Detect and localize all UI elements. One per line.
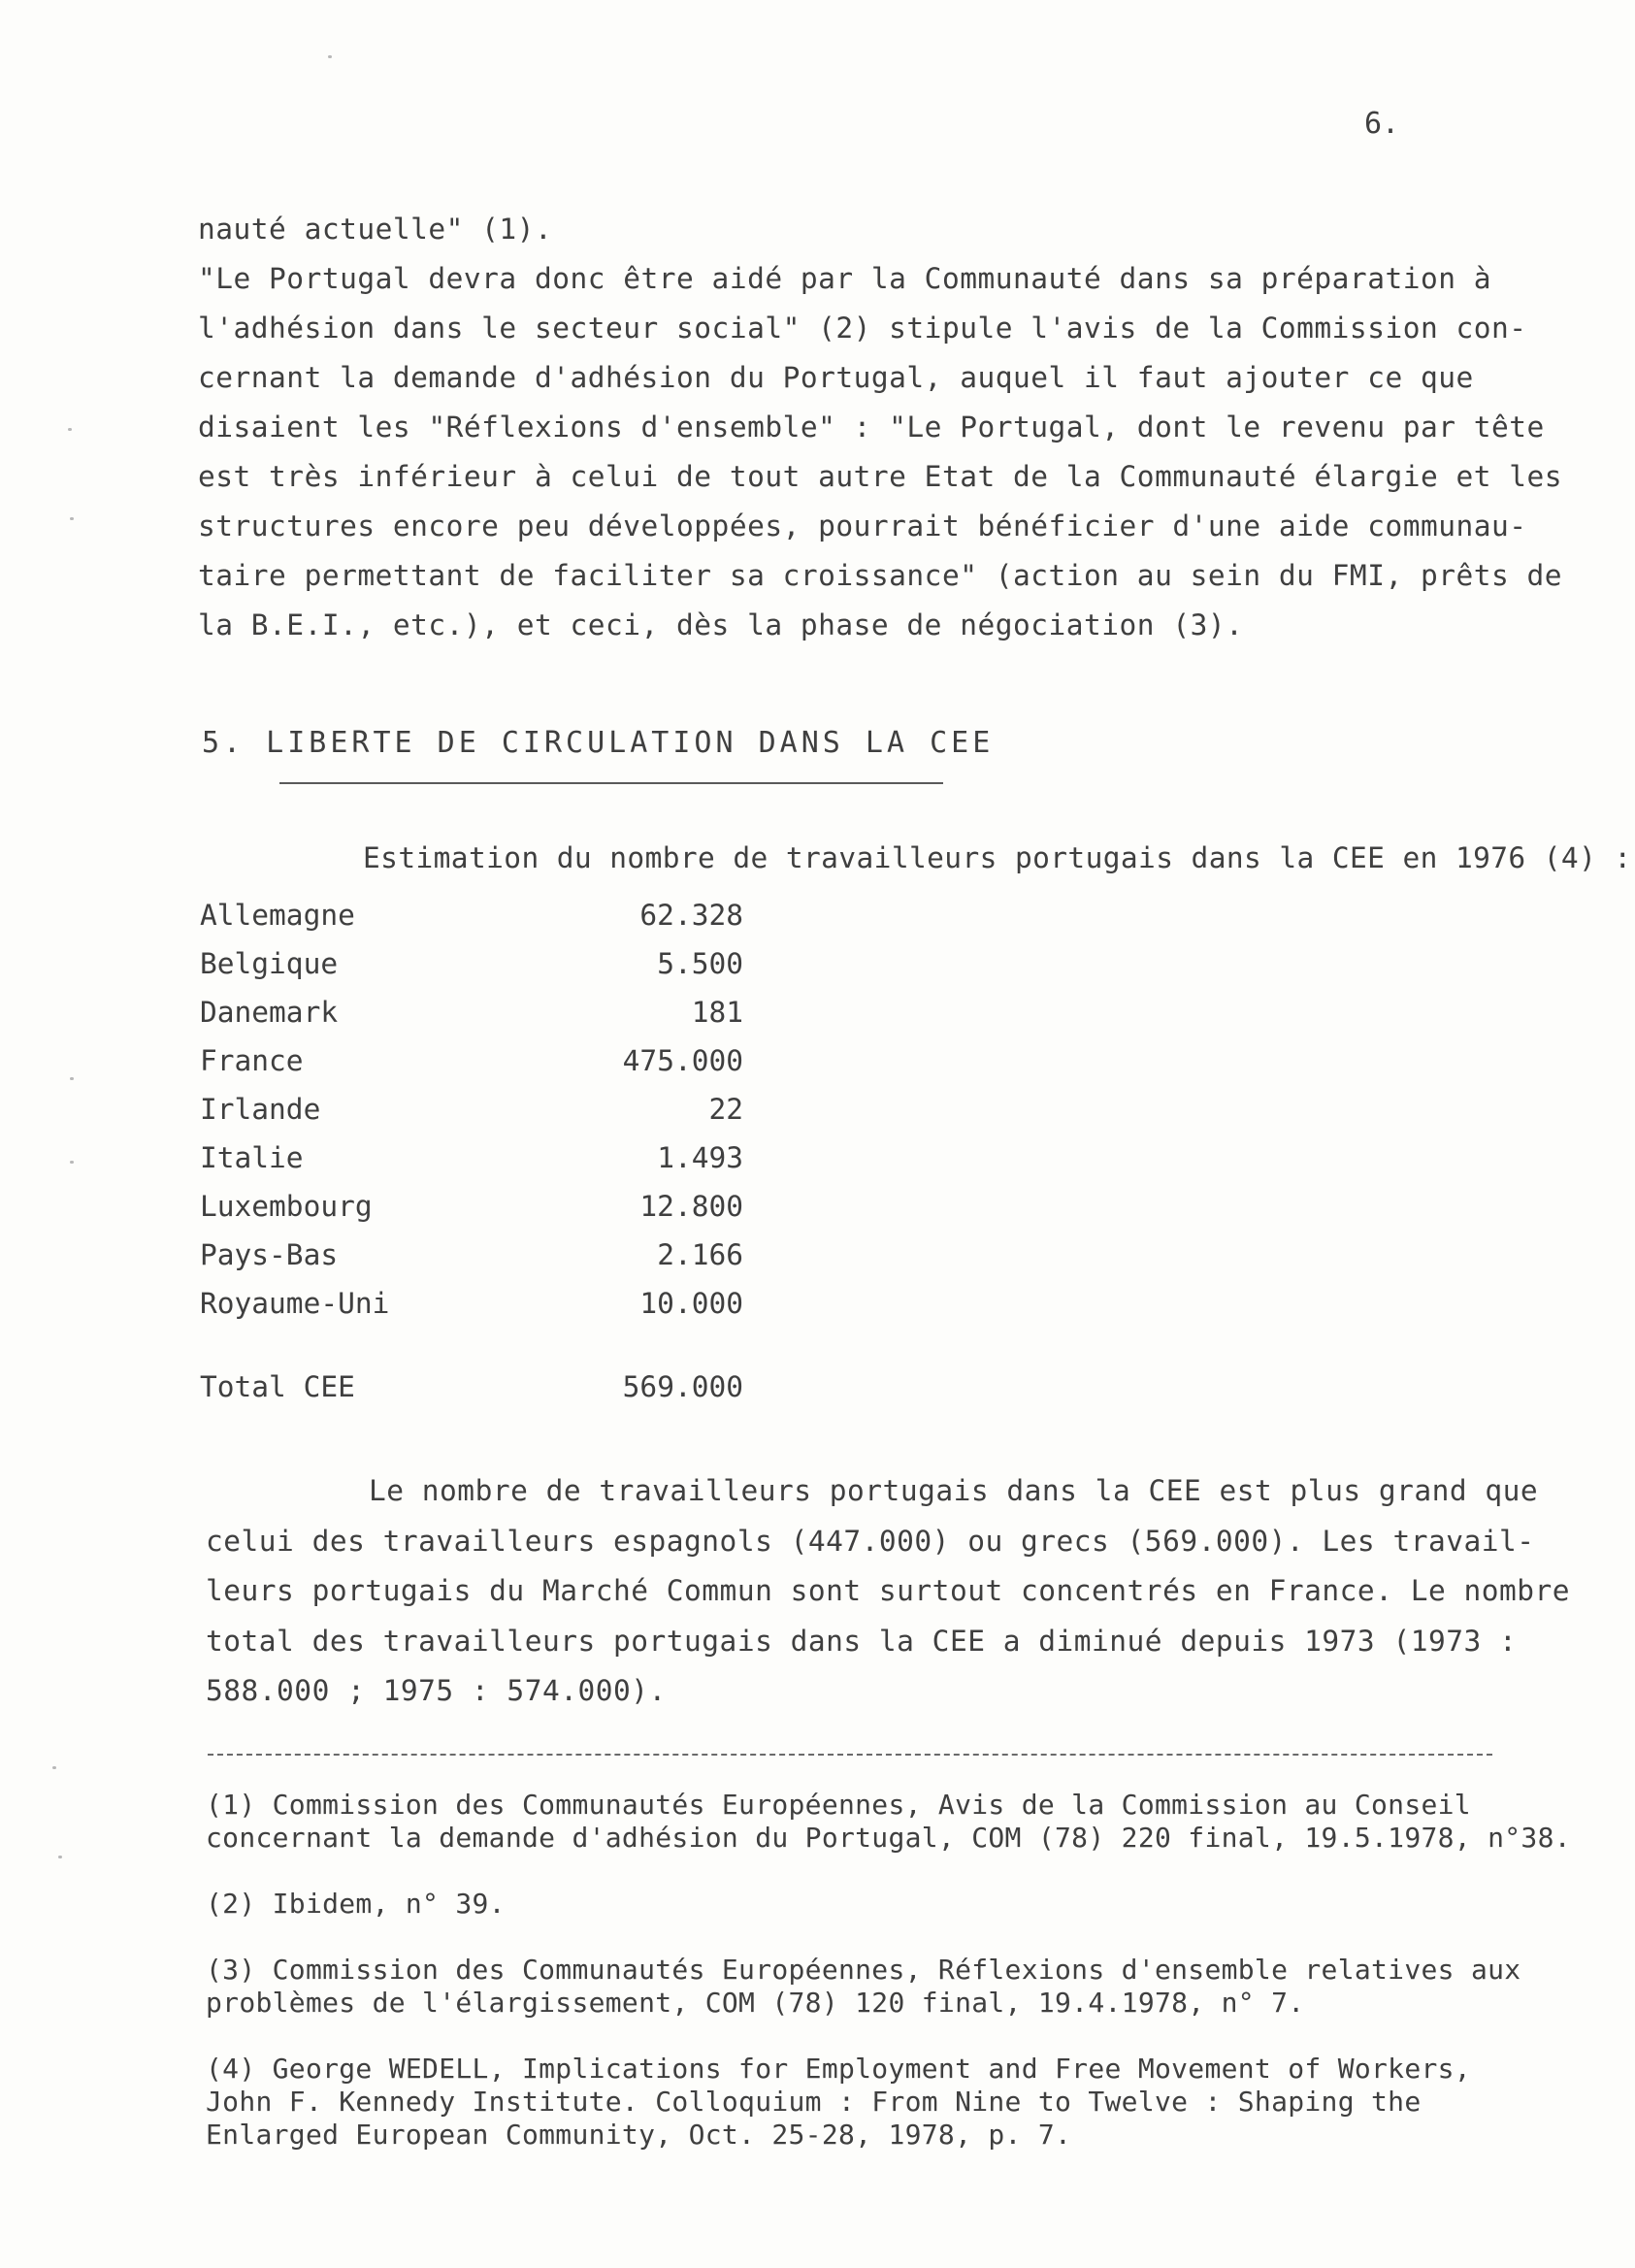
scan-speck <box>70 517 74 520</box>
country-cell: Irlande <box>200 1093 321 1126</box>
footnotes <box>206 1789 1571 2185</box>
footnote-line: concernant la demande d'adhésion du Portugal, COM (78) 220 final, 19.5.1978, n°38. <box>206 1822 1571 1854</box>
country-cell: Allemagne <box>200 899 355 932</box>
table-row <box>200 891 743 939</box>
table-intro: Estimation du nombre de travailleurs portugais dans la CEE en 1976 (4) : <box>363 841 1632 874</box>
page-number: 6. <box>1364 107 1400 141</box>
text-line: nauté actuelle" (1). <box>198 213 553 246</box>
footnote-3 <box>206 1954 1571 2020</box>
value-cell: 181 <box>691 996 743 1029</box>
text-line: structures encore peu développées, pourrait bénéficier d'une aide communau- <box>198 509 1527 542</box>
text-line: celui des travailleurs espagnols (447.000) ou grecs (569.000). Les travail- <box>206 1524 1535 1558</box>
country-cell: Italie <box>200 1141 304 1174</box>
total-label: Total CEE <box>200 1370 355 1403</box>
footnote-line: Enlarged European Community, Oct. 25-28, 1978, p. 7. <box>206 2119 1072 2151</box>
value-cell: 1.493 <box>657 1141 743 1174</box>
footnote-line: (2) Ibidem, n° 39. <box>206 1888 506 1920</box>
scan-speck <box>58 1856 62 1858</box>
text-line: total des travailleurs portugais dans la CEE a diminué depuis 1973 (1973 : <box>206 1624 1518 1658</box>
table-total-row <box>200 1363 743 1411</box>
text-line: "Le Portugal devra donc être aidé par la Communauté dans sa préparation à <box>198 262 1492 295</box>
table-row <box>200 1036 743 1085</box>
footnote-line: (1) Commission des Communautés Européennes, Avis de la Commission au Conseil <box>206 1789 1471 1821</box>
footnote-line: (4) George WEDELL, Implications for Employment and Free Movement of Workers, <box>206 2053 1471 2085</box>
footnote-1 <box>206 1789 1571 1855</box>
paragraph-2 <box>206 1466 1570 1717</box>
text-line: disaient les "Réflexions d'ensemble" : "Le Portugal, dont le revenu par tête <box>198 411 1545 444</box>
table-row <box>200 1134 743 1182</box>
footnote-2 <box>206 1888 1571 1921</box>
scan-speck <box>68 428 72 431</box>
section-heading: 5. LIBERTE DE CIRCULATION DANS LA CEE <box>202 726 995 760</box>
footnote-line: John F. Kennedy Institute. Colloquium : From Nine to Twelve : Shaping the <box>206 2086 1422 2118</box>
footnote-line: problèmes de l'élargissement, COM (78) 120 final, 19.4.1978, n° 7. <box>206 1987 1305 2019</box>
paragraph-1 <box>198 205 1562 650</box>
value-cell: 22 <box>708 1093 743 1126</box>
country-cell: France <box>200 1044 304 1077</box>
table-row <box>200 1231 743 1279</box>
country-cell: Belgique <box>200 947 339 980</box>
footnote-line: (3) Commission des Communautés Européennes, Réflexions d'ensemble relatives aux <box>206 1954 1521 1986</box>
heading-underline <box>279 782 943 784</box>
scan-speck <box>52 1766 56 1769</box>
text-line: l'adhésion dans le secteur social" (2) stipule l'avis de la Commission con- <box>198 312 1527 345</box>
value-cell: 62.328 <box>639 899 743 932</box>
text-line: est très inférieur à celui de tout autre Etat de la Communauté élargie et les <box>198 460 1563 493</box>
country-cell: Royaume-Uni <box>200 1287 390 1320</box>
table-row <box>200 939 743 988</box>
table-row <box>200 988 743 1036</box>
scan-speck <box>70 1161 74 1164</box>
value-cell: 10.000 <box>639 1287 743 1320</box>
text-line: cernant la demande d'adhésion du Portugal, auquel il faut ajouter ce que <box>198 361 1474 394</box>
text-line: leurs portugais du Marché Commun sont surtout concentrés en France. Le nombre <box>206 1574 1571 1607</box>
workers-table <box>200 891 743 1328</box>
value-cell: 2.166 <box>657 1238 743 1271</box>
value-cell: 5.500 <box>657 947 743 980</box>
table-row <box>200 1279 743 1328</box>
scan-speck <box>70 1077 74 1080</box>
value-cell: 475.000 <box>622 1044 743 1077</box>
footnote-4 <box>206 2053 1571 2152</box>
country-cell: Danemark <box>200 996 339 1029</box>
table-row <box>200 1085 743 1134</box>
total-value: 569.000 <box>622 1370 743 1403</box>
scan-speck <box>328 55 332 58</box>
text-line: taire permettant de faciliter sa croissance" (action au sein du FMI, prêts de <box>198 559 1563 592</box>
footnote-separator <box>208 1754 1492 1756</box>
country-cell: Pays-Bas <box>200 1238 339 1271</box>
country-cell: Luxembourg <box>200 1190 373 1223</box>
value-cell: 12.800 <box>639 1190 743 1223</box>
text-line: la B.E.I., etc.), et ceci, dès la phase de négociation (3). <box>198 608 1244 641</box>
text-line: Le nombre de travailleurs portugais dans la CEE est plus grand que <box>369 1474 1539 1507</box>
table-row <box>200 1182 743 1231</box>
text-line: 588.000 ; 1975 : 574.000). <box>206 1674 667 1707</box>
